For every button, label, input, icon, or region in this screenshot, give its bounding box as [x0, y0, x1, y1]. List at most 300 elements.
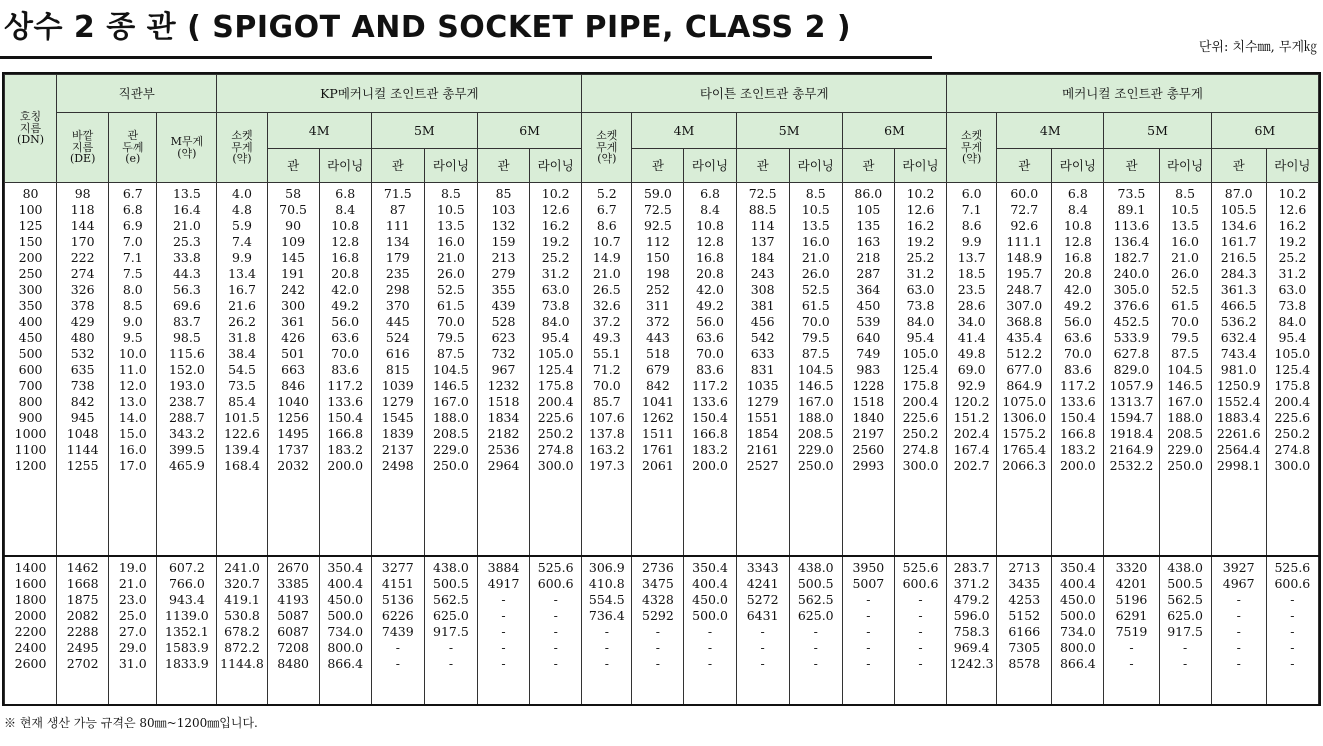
cell-kp-5m-pipe: 445	[385, 314, 410, 329]
cell-mech-socket: 34.0	[957, 314, 986, 329]
cell-de: 2082	[66, 607, 99, 623]
cell-tyton-6m-lining: -	[918, 655, 923, 671]
cell-mech-5m-pipe: 4201	[1115, 575, 1148, 591]
cell-thickness: 11.0	[118, 362, 147, 377]
cell-tyton-6m-pipe: 983	[856, 362, 881, 377]
cell-mech-socket: 9.9	[961, 234, 982, 249]
cell-tyton-5m-lining: -	[813, 623, 818, 639]
cell-mech-5m-pipe: 376.6	[1113, 298, 1150, 313]
cell-kp-6m-lining: 600.6	[537, 575, 574, 591]
cell-thickness: 19.0	[118, 559, 147, 575]
cell-tyton-6m-pipe: 640	[856, 330, 881, 345]
cell-kp-4m-lining: 200.0	[327, 458, 364, 473]
cell-weight: 238.7	[168, 394, 205, 409]
cell-kp-socket: 419.1	[224, 591, 260, 607]
cell-kp-4m-pipe: 145	[281, 250, 306, 265]
cell-kp-6m-pipe: 3884	[487, 559, 520, 575]
cell-kp-6m-pipe: 1834	[487, 410, 520, 425]
cell-weight: 343.2	[168, 426, 205, 441]
cell-weight: 33.8	[172, 250, 201, 265]
cell-mech-5m-pipe: 136.4	[1113, 234, 1150, 249]
cell-mech-5m-lining: 26.0	[1171, 266, 1199, 281]
cell-tyton-4m-pipe: 2061	[642, 458, 674, 473]
cell-kp-socket: 101.5	[224, 410, 260, 425]
cell-kp-socket: 122.6	[224, 426, 260, 441]
cell-mech-5m-lining: 87.5	[1171, 346, 1199, 361]
cell-kp-socket: 530.8	[224, 607, 260, 623]
cell-tyton-6m-pipe: 1228	[852, 378, 885, 393]
cell-mech-4m-lining: 49.2	[1063, 298, 1092, 313]
cell-weight: 1352.1	[165, 623, 209, 639]
cell-tyton-4m-lining: 400.4	[692, 575, 728, 591]
cell-kp-6m-pipe: 2964	[487, 458, 520, 473]
cell-kp-6m-pipe: 132	[491, 218, 516, 233]
cell-mech-4m-pipe: 5152	[1008, 607, 1041, 623]
cell-kp-4m-lining: 133.6	[327, 394, 364, 409]
cell-tyton-4m-lining: -	[707, 623, 713, 639]
title-underline	[0, 56, 932, 59]
cell-mech-4m-pipe: 72.7	[1010, 202, 1039, 217]
cell-kp-6m-pipe: 2536	[487, 442, 520, 457]
cell-tyton-5m-pipe: 2161	[746, 442, 779, 457]
cell-mech-6m-pipe: 105.5	[1220, 202, 1257, 217]
cell-de: 144	[70, 218, 95, 233]
cell-mech-4m-lining: 10.8	[1063, 218, 1092, 233]
cell-tyton-4m-pipe: 518	[645, 346, 670, 361]
cell-de: 945	[70, 410, 95, 425]
cell-kp-6m-lining: 63.0	[541, 282, 570, 297]
cell-kp-6m-pipe: 967	[491, 362, 516, 377]
cell-tyton-5m-pipe: 1854	[746, 426, 779, 441]
cell-mech-5m-pipe: 3320	[1115, 559, 1148, 575]
cell-kp-5m-pipe: 87	[389, 202, 406, 217]
cell-mech-6m-lining: 175.8	[1274, 378, 1311, 393]
cell-tyton-5m-pipe: 6431	[746, 607, 779, 623]
cell-dn: 400	[18, 314, 43, 329]
col-mech-5m-pipe	[1104, 183, 1159, 556]
cell-tyton-6m-lining: 300.0	[902, 458, 939, 473]
cell-kp-5m-pipe: 1039	[381, 378, 414, 393]
cell-tyton-5m-pipe: 137	[750, 234, 775, 249]
header-tyton-5m-pipe: 관	[736, 149, 789, 183]
cell-kp-5m-lining: -	[448, 639, 454, 655]
col-kp-4m-pipe	[267, 183, 319, 556]
cell-kp-6m-pipe: 528	[491, 314, 516, 329]
cell-kp-6m-pipe: -	[501, 655, 506, 671]
cell-tyton-5m-pipe: 308	[750, 282, 775, 297]
cell-weight: 766.0	[168, 575, 205, 591]
cell-kp-4m-lining: 63.6	[331, 330, 360, 345]
col-weight	[157, 556, 217, 704]
cell-mech-6m-lining: 105.0	[1274, 346, 1311, 361]
cell-thickness: 7.5	[122, 266, 143, 281]
header-dn: 호칭 지름 (DN)	[5, 75, 57, 183]
cell-kp-6m-pipe: 159	[491, 234, 516, 249]
cell-mech-socket: 283.7	[953, 559, 990, 575]
cell-tyton-4m-lining: 350.4	[692, 559, 728, 575]
cell-tyton-socket: -	[604, 655, 609, 671]
cell-kp-4m-pipe: 846	[281, 378, 306, 393]
cell-tyton-socket: 197.3	[588, 458, 625, 473]
cell-mech-4m-lining: 12.8	[1063, 234, 1092, 249]
cell-kp-5m-pipe: 179	[385, 250, 410, 265]
cell-thickness: 6.9	[122, 218, 143, 233]
cell-mech-6m-lining: -	[1290, 591, 1295, 607]
col-kp-6m-lining	[530, 556, 582, 704]
header-straight-section: 직관부	[57, 75, 217, 113]
cell-tyton-6m-pipe: 539	[856, 314, 881, 329]
cell-thickness: 25.0	[118, 607, 147, 623]
cell-kp-5m-pipe: 71.5	[383, 186, 412, 201]
cell-tyton-4m-lining: 49.2	[696, 298, 724, 313]
header-mech-5m-lining: 라이닝	[1159, 149, 1211, 183]
cell-weight: 1583.9	[165, 639, 209, 655]
cell-kp-4m-pipe: 2670	[277, 559, 309, 575]
cell-kp-socket: 73.5	[228, 378, 256, 393]
cell-tyton-4m-pipe: 679	[645, 362, 670, 377]
cell-tyton-5m-lining: 52.5	[801, 282, 830, 297]
cell-kp-socket: 9.9	[232, 250, 252, 265]
cell-kp-6m-pipe: 1518	[487, 394, 520, 409]
header-thickness: 관 두께 (e)	[109, 113, 157, 183]
cell-kp-6m-lining: 300.0	[537, 458, 574, 473]
cell-dn: 450	[18, 330, 43, 345]
cell-mech-6m-pipe: 284.3	[1220, 266, 1257, 281]
cell-tyton-4m-pipe: 150	[645, 250, 670, 265]
cell-mech-4m-lining: 150.4	[1059, 410, 1096, 425]
cell-weight: 943.4	[168, 591, 205, 607]
cell-dn: 350	[18, 298, 43, 313]
col-mech-6m-pipe	[1211, 556, 1266, 704]
header-weight: M무게 (약)	[157, 113, 217, 183]
cell-mech-6m-lining: 250.2	[1274, 426, 1311, 441]
col-kp-4m-lining	[319, 556, 371, 704]
cell-tyton-4m-pipe: 5292	[642, 607, 674, 623]
cell-kp-6m-lining: 200.4	[537, 394, 574, 409]
col-thickness	[109, 556, 157, 704]
cell-tyton-5m-pipe: 633	[750, 346, 775, 361]
cell-mech-5m-pipe: 240.0	[1113, 266, 1150, 281]
cell-mech-6m-lining: 200.4	[1274, 394, 1311, 409]
cell-weight: 21.0	[172, 218, 201, 233]
cell-mech-4m-lining: 400.4	[1059, 575, 1096, 591]
cell-tyton-socket: 6.7	[596, 202, 617, 217]
cell-kp-6m-pipe: -	[501, 591, 506, 607]
cell-kp-5m-lining: 87.5	[437, 346, 465, 361]
cell-tyton-5m-pipe: 1551	[746, 410, 779, 425]
cell-de: 98	[74, 186, 91, 201]
header-tyton-5m: 5M	[736, 113, 842, 149]
col-mech-6m-lining	[1266, 183, 1318, 556]
cell-kp-4m-lining: 117.2	[327, 378, 364, 393]
cell-tyton-4m-pipe: 59.0	[643, 186, 672, 201]
cell-kp-socket: 168.4	[224, 458, 260, 473]
cell-tyton-6m-lining: 73.8	[906, 298, 935, 313]
col-kp-5m-lining	[424, 183, 477, 556]
cell-dn: 500	[18, 346, 43, 361]
cell-kp-4m-lining: 6.8	[335, 186, 356, 201]
cell-thickness: 7.0	[122, 234, 143, 249]
cell-kp-5m-pipe: 111	[385, 218, 410, 233]
cell-tyton-5m-lining: 208.5	[797, 426, 834, 441]
cell-mech-socket: 6.0	[961, 186, 982, 201]
cell-mech-6m-lining: 12.6	[1278, 202, 1307, 217]
cell-tyton-5m-pipe: 72.5	[748, 186, 777, 201]
cell-kp-4m-lining: 866.4	[327, 655, 364, 671]
cell-de: 842	[70, 394, 95, 409]
cell-kp-6m-pipe: 732	[491, 346, 516, 361]
cell-kp-4m-pipe: 7208	[277, 639, 309, 655]
cell-kp-4m-pipe: 70.5	[279, 202, 308, 217]
page-title: 상수 2 종 관 ( SPIGOT AND SOCKET PIPE, CLASS 2 )	[4, 10, 852, 45]
cell-tyton-5m-pipe: 2527	[746, 458, 779, 473]
cell-kp-5m-pipe: 6226	[381, 607, 414, 623]
cell-weight: 13.5	[172, 186, 201, 201]
cell-tyton-5m-lining: -	[813, 655, 818, 671]
cell-mech-4m-lining: 133.6	[1059, 394, 1096, 409]
col-tyton-5m-lining	[789, 556, 842, 704]
cell-mech-socket: 49.8	[957, 346, 986, 361]
cell-dn: 2400	[14, 639, 47, 655]
cell-kp-6m-lining: 25.2	[541, 250, 570, 265]
cell-weight: 465.9	[168, 458, 205, 473]
cell-mech-6m-pipe: 1552.4	[1216, 394, 1261, 409]
cell-mech-4m-pipe: 512.2	[1006, 346, 1043, 361]
cell-tyton-6m-pipe: 287	[856, 266, 881, 281]
cell-tyton-4m-pipe: 372	[645, 314, 670, 329]
cell-dn: 300	[18, 282, 43, 297]
cell-tyton-6m-lining: -	[918, 623, 923, 639]
cell-kp-5m-lining: 229.0	[433, 442, 469, 457]
col-dn	[5, 556, 57, 704]
cell-kp-socket: 7.4	[232, 234, 252, 249]
cell-kp-socket: 5.9	[232, 218, 252, 233]
cell-mech-5m-pipe: 182.7	[1113, 250, 1150, 265]
cell-kp-4m-lining: 166.8	[327, 426, 364, 441]
cell-dn: 250	[18, 266, 43, 281]
header-tyton-4m-pipe: 관	[632, 149, 684, 183]
cell-tyton-4m-lining: 10.8	[696, 218, 724, 233]
cell-kp-4m-pipe: 426	[281, 330, 306, 345]
cell-thickness: 14.0	[118, 410, 147, 425]
col-mech-4m-pipe	[997, 183, 1052, 556]
cell-kp-6m-pipe: -	[501, 639, 506, 655]
cell-mech-4m-lining: 350.4	[1059, 559, 1096, 575]
cell-tyton-5m-pipe: 88.5	[748, 202, 777, 217]
cell-mech-5m-lining: 104.5	[1167, 362, 1203, 377]
cell-de: 274	[70, 266, 95, 281]
cell-de: 2495	[66, 639, 99, 655]
cell-kp-socket: 26.2	[228, 314, 256, 329]
cell-thickness: 12.0	[118, 378, 147, 393]
cell-tyton-6m-pipe: 1840	[852, 410, 885, 425]
cell-kp-4m-pipe: 361	[281, 314, 306, 329]
header-tyton-4m: 4M	[632, 113, 736, 149]
header-kp-6m-lining: 라이닝	[530, 149, 582, 183]
col-tyton-6m-pipe	[842, 183, 894, 556]
cell-tyton-4m-pipe: 198	[645, 266, 670, 281]
cell-kp-socket: 16.7	[228, 282, 256, 297]
cell-kp-5m-pipe: 235	[385, 266, 410, 281]
cell-tyton-6m-lining: 274.8	[902, 442, 939, 457]
cell-mech-5m-lining: 208.5	[1167, 426, 1203, 441]
unit-note: 단위: 치수㎜, 무게㎏	[1198, 40, 1317, 55]
cell-de: 1255	[66, 458, 99, 473]
cell-mech-5m-pipe: 2532.2	[1109, 458, 1154, 473]
cell-tyton-5m-pipe: 1035	[746, 378, 779, 393]
cell-mech-6m-lining: 16.2	[1278, 218, 1307, 233]
cell-tyton-4m-lining: -	[707, 639, 713, 655]
cell-kp-5m-lining: 13.5	[437, 218, 465, 233]
cell-kp-5m-pipe: 524	[385, 330, 410, 345]
cell-kp-6m-lining: -	[553, 607, 558, 623]
cell-weight: 288.7	[168, 410, 205, 425]
cell-thickness: 7.1	[122, 250, 143, 265]
col-mech-6m-lining	[1266, 556, 1318, 704]
col-kp-4m-pipe	[267, 556, 319, 704]
cell-mech-5m-lining: 229.0	[1167, 442, 1203, 457]
cell-tyton-6m-lining: 225.6	[902, 410, 939, 425]
cell-mech-5m-lining: 61.5	[1171, 298, 1199, 313]
cell-kp-4m-lining: 800.0	[327, 639, 364, 655]
cell-mech-4m-pipe: 4253	[1008, 591, 1041, 607]
cell-tyton-5m-pipe: 184	[750, 250, 775, 265]
cell-mech-5m-pipe: 533.9	[1113, 330, 1150, 345]
cell-mech-socket: 758.3	[953, 623, 990, 639]
cell-dn: 100	[18, 202, 43, 217]
cell-dn: 1100	[14, 442, 47, 457]
cell-tyton-socket: 10.7	[592, 234, 621, 249]
cell-de: 1144	[66, 442, 99, 457]
cell-mech-socket: 92.9	[957, 378, 986, 393]
col-tyton-5m-lining	[789, 183, 842, 556]
cell-tyton-5m-pipe: 542	[750, 330, 775, 345]
cell-mech-6m-pipe: -	[1236, 607, 1241, 623]
cell-kp-4m-lining: 70.0	[331, 346, 360, 361]
cell-thickness: 6.7	[122, 186, 143, 201]
cell-kp-6m-lining: 175.8	[537, 378, 574, 393]
cell-tyton-4m-lining: 42.0	[696, 282, 724, 297]
cell-mech-socket: 18.5	[957, 266, 986, 281]
cell-kp-5m-lining: 625.0	[433, 607, 469, 623]
cell-mech-socket: 969.4	[953, 639, 990, 655]
col-kp-5m-pipe	[371, 556, 424, 704]
cell-tyton-4m-lining: 83.6	[696, 362, 724, 377]
cell-mech-4m-pipe: 148.9	[1006, 250, 1043, 265]
cell-tyton-6m-pipe: 450	[856, 298, 881, 313]
cell-mech-4m-lining: 83.6	[1063, 362, 1092, 377]
cell-tyton-4m-lining: 70.0	[696, 346, 724, 361]
cell-kp-6m-lining: -	[553, 623, 558, 639]
cell-tyton-5m-pipe: 1279	[746, 394, 779, 409]
cell-kp-socket: 54.5	[228, 362, 256, 377]
cell-kp-6m-lining: 10.2	[541, 186, 570, 201]
cell-tyton-5m-lining: 104.5	[797, 362, 834, 377]
cell-mech-4m-lining: 16.8	[1063, 250, 1092, 265]
cell-mech-4m-pipe: 1765.4	[1002, 442, 1047, 457]
col-mech-socket	[947, 183, 997, 556]
cell-kp-4m-lining: 16.8	[331, 250, 360, 265]
cell-mech-4m-pipe: 1306.0	[1002, 410, 1047, 425]
cell-kp-4m-lining: 400.4	[327, 575, 364, 591]
cell-tyton-6m-pipe: 749	[856, 346, 881, 361]
cell-tyton-6m-pipe: 1518	[852, 394, 885, 409]
cell-mech-6m-pipe: -	[1236, 623, 1241, 639]
header-tyton-6m-pipe: 관	[842, 149, 894, 183]
cell-kp-socket: 139.4	[224, 442, 260, 457]
cell-kp-5m-lining: -	[448, 655, 454, 671]
cell-tyton-4m-pipe: 1041	[642, 394, 674, 409]
cell-thickness: 31.0	[118, 655, 147, 671]
cell-thickness: 6.8	[122, 202, 143, 217]
cell-kp-4m-lining: 8.4	[335, 202, 356, 217]
cell-kp-6m-lining: 525.6	[537, 559, 574, 575]
cell-de: 738	[70, 378, 95, 393]
cell-tyton-5m-pipe: 243	[750, 266, 775, 281]
cell-kp-5m-lining: 167.0	[433, 394, 469, 409]
cell-mech-5m-pipe: -	[1129, 655, 1134, 671]
cell-tyton-socket: -	[604, 639, 609, 655]
cell-weight: 16.4	[172, 202, 201, 217]
cell-tyton-5m-pipe: 5272	[746, 591, 779, 607]
cell-kp-5m-lining: 208.5	[433, 426, 469, 441]
cell-dn: 700	[18, 378, 43, 393]
cell-mech-5m-pipe: -	[1129, 639, 1134, 655]
col-weight	[157, 183, 217, 556]
cell-dn: 125	[18, 218, 43, 233]
cell-kp-socket: 4.0	[232, 186, 252, 201]
cell-mech-4m-pipe: 435.4	[1006, 330, 1043, 345]
cell-mech-6m-pipe: 466.5	[1220, 298, 1257, 313]
cell-mech-5m-lining: 79.5	[1171, 330, 1199, 345]
cell-mech-5m-pipe: 73.5	[1117, 186, 1146, 201]
cell-tyton-5m-lining: 188.0	[797, 410, 834, 425]
cell-kp-4m-lining: 500.0	[327, 607, 364, 623]
col-de	[57, 556, 109, 704]
cell-kp-4m-lining: 49.2	[331, 298, 360, 313]
cell-kp-socket: 320.7	[224, 575, 260, 591]
cell-kp-4m-pipe: 1737	[277, 442, 309, 457]
cell-mech-5m-pipe: 113.6	[1113, 218, 1150, 233]
cell-tyton-6m-pipe: 364	[856, 282, 881, 297]
table-body	[5, 183, 1319, 705]
cell-mech-5m-pipe: 7519	[1115, 623, 1148, 639]
cell-tyton-4m-lining: 450.0	[692, 591, 728, 607]
cell-mech-6m-lining: -	[1290, 655, 1295, 671]
cell-kp-4m-lining: 20.8	[331, 266, 360, 281]
cell-mech-5m-pipe: 2164.9	[1109, 442, 1154, 457]
cell-thickness: 8.5	[122, 298, 143, 313]
cell-dn: 1800	[14, 591, 47, 607]
cell-de: 2288	[66, 623, 99, 639]
cell-mech-socket: 202.4	[953, 426, 990, 441]
cell-tyton-socket: -	[604, 623, 609, 639]
cell-mech-5m-pipe: 1594.7	[1109, 410, 1154, 425]
cell-mech-6m-pipe: -	[1236, 639, 1241, 655]
cell-tyton-6m-lining: 600.6	[902, 575, 939, 591]
cell-mech-6m-pipe: 134.6	[1220, 218, 1257, 233]
cell-weight: 69.6	[172, 298, 201, 313]
cell-tyton-5m-lining: 21.0	[801, 250, 830, 265]
cell-kp-4m-pipe: 1495	[277, 426, 309, 441]
cell-mech-6m-pipe: 2261.6	[1216, 426, 1261, 441]
cell-tyton-socket: 85.7	[592, 394, 621, 409]
cell-tyton-6m-lining: 250.2	[902, 426, 939, 441]
cell-tyton-6m-pipe: 2197	[852, 426, 885, 441]
cell-tyton-4m-lining: 8.4	[700, 202, 720, 217]
cell-de: 1462	[66, 559, 99, 575]
cell-mech-6m-lining: 84.0	[1278, 314, 1307, 329]
